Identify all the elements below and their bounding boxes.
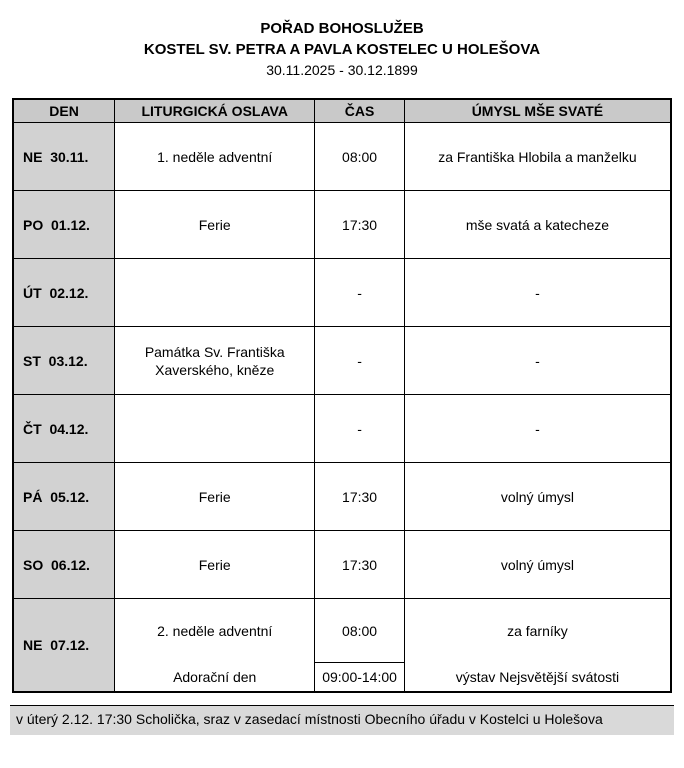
intention-cell: - [404, 259, 671, 327]
column-header-cas: ČAS [315, 99, 405, 123]
celebration-cell [115, 599, 315, 693]
celebration-cell-line: Adorační den [173, 668, 257, 685]
time-cell: 17:30 [315, 463, 405, 531]
table-row [13, 327, 671, 395]
column-header-den: DEN [13, 99, 115, 123]
celebration-cell-line: 2. neděle adventní [157, 622, 273, 639]
schedule-body [13, 123, 671, 693]
time-cell: - [315, 327, 405, 395]
intention-cell-line: za farníky [507, 622, 568, 639]
time-cell: - [315, 395, 405, 463]
time-cell: 17:30 [315, 191, 405, 259]
document-header [10, 18, 674, 80]
time-cell [315, 599, 405, 693]
celebration-cell: Ferie [115, 463, 315, 531]
date-range: 30.11.2025 - 30.12.1899 [266, 62, 418, 78]
day-cell: PÁ 05.12. [13, 463, 115, 531]
celebration-cell [115, 395, 315, 463]
celebration-cell: Památka Sv. Františka Xaverského, kněze [115, 327, 315, 395]
day-cell: ČT 04.12. [13, 395, 115, 463]
intention-cell: - [404, 395, 671, 463]
celebration-cell: Ferie [115, 531, 315, 599]
schedule-table [12, 98, 672, 693]
table-row [13, 123, 671, 191]
document-title: POŘAD BOHOSLUŽEB [260, 20, 424, 37]
day-cell: SO 06.12. [13, 531, 115, 599]
celebration-cell [115, 259, 315, 327]
time-cell-line: 09:00-14:00 [315, 662, 404, 691]
celebration-cell: 1. neděle adventní [115, 123, 315, 191]
intention-cell-line: výstav Nejsvětější svátosti [455, 668, 620, 685]
table-row [13, 531, 671, 599]
time-cell-line: 08:00 [342, 622, 378, 639]
day-cell: ÚT 02.12. [13, 259, 115, 327]
day-cell: ST 03.12. [13, 327, 115, 395]
table-header-row [13, 99, 671, 123]
intention-cell: - [404, 327, 671, 395]
day-cell: NE 30.11. [13, 123, 115, 191]
intention-cell [404, 599, 671, 693]
intention-cell: za Františka Hlobila a manželku [404, 123, 671, 191]
intention-cell: volný úmysl [404, 531, 671, 599]
intention-cell: volný úmysl [404, 463, 671, 531]
celebration-cell: Ferie [115, 191, 315, 259]
table-row [13, 259, 671, 327]
table-row [13, 191, 671, 259]
day-cell: PO 01.12. [13, 191, 115, 259]
column-header-liturgicka-oslava: LITURGICKÁ OSLAVA [115, 99, 315, 123]
intention-cell: mše svatá a katecheze [404, 191, 671, 259]
time-cell: - [315, 259, 405, 327]
table-row [13, 599, 671, 693]
table-row [13, 463, 671, 531]
church-name: KOSTEL SV. PETRA A PAVLA KOSTELEC U HOLEŠOVA [143, 41, 541, 58]
time-cell: 08:00 [315, 123, 405, 191]
table-row [13, 395, 671, 463]
footer-note: v úterý 2.12. 17:30 Scholička, sraz v zasedací místnosti Obecního úřadu v Kostelci u Holešova [10, 705, 674, 735]
day-cell: NE 07.12. [13, 599, 115, 693]
column-header-umysl: ÚMYSL MŠE SVATÉ [404, 99, 671, 123]
time-cell: 17:30 [315, 531, 405, 599]
